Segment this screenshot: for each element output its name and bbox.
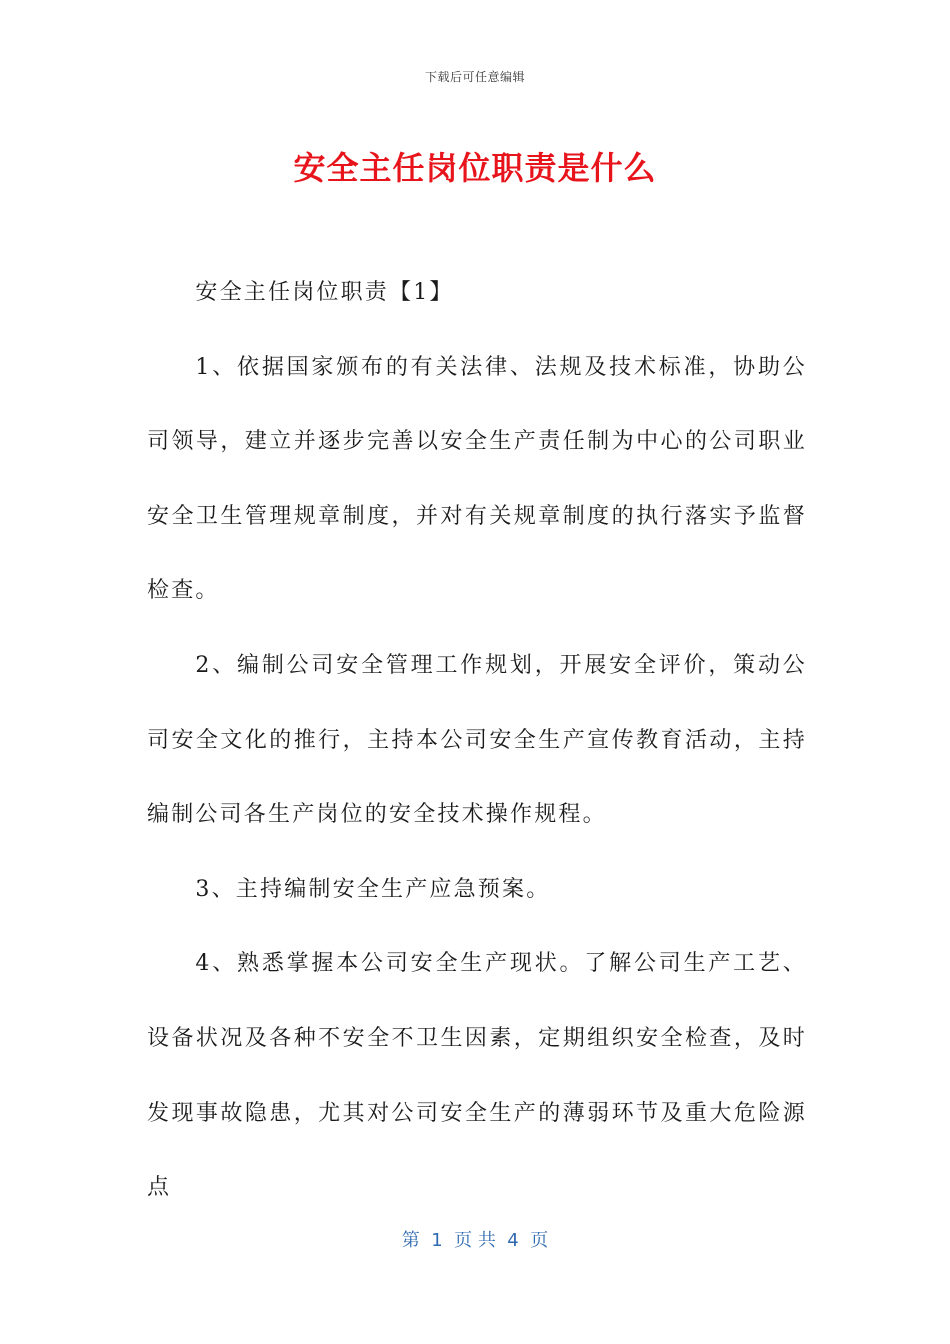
document-body bbox=[147, 256, 807, 1226]
document-title: 安全主任岗位职责是什么 bbox=[293, 149, 657, 187]
paragraph-2: 2、编制公司安全管理工作规划，开展安全评价，策动公司安全文化的推行，主持本公司安全生产宣传教育活动，主持编制公司各生产岗位的安全技术操作规程。 bbox=[147, 652, 807, 828]
section-heading: 安全主任岗位职责【1】 bbox=[195, 280, 454, 305]
page-number-footer: 第 1 页 共 4 页 bbox=[401, 1230, 549, 1251]
paragraph-1: 1、依据国家颁布的有关法律、法规及技术标准，协助公司领导，建立并逐步完善以安全生产责任制为中心的公司职业安全卫生管理规章制度，并对有关规章制度的执行落实予监督检查。 bbox=[147, 354, 807, 604]
paragraph-3: 3、主持编制安全生产应急预案。 bbox=[195, 876, 551, 902]
paragraph-4: 4、熟悉掌握本公司安全生产现状。了解公司生产工艺、设备状况及各种不安全不卫生因素，定期组织安全检查，及时发现事故隐患，尤其对公司安全生产的薄弱环节及重大危险源点 bbox=[147, 951, 807, 1201]
header-note: 下载后可任意编辑 bbox=[424, 70, 525, 84]
